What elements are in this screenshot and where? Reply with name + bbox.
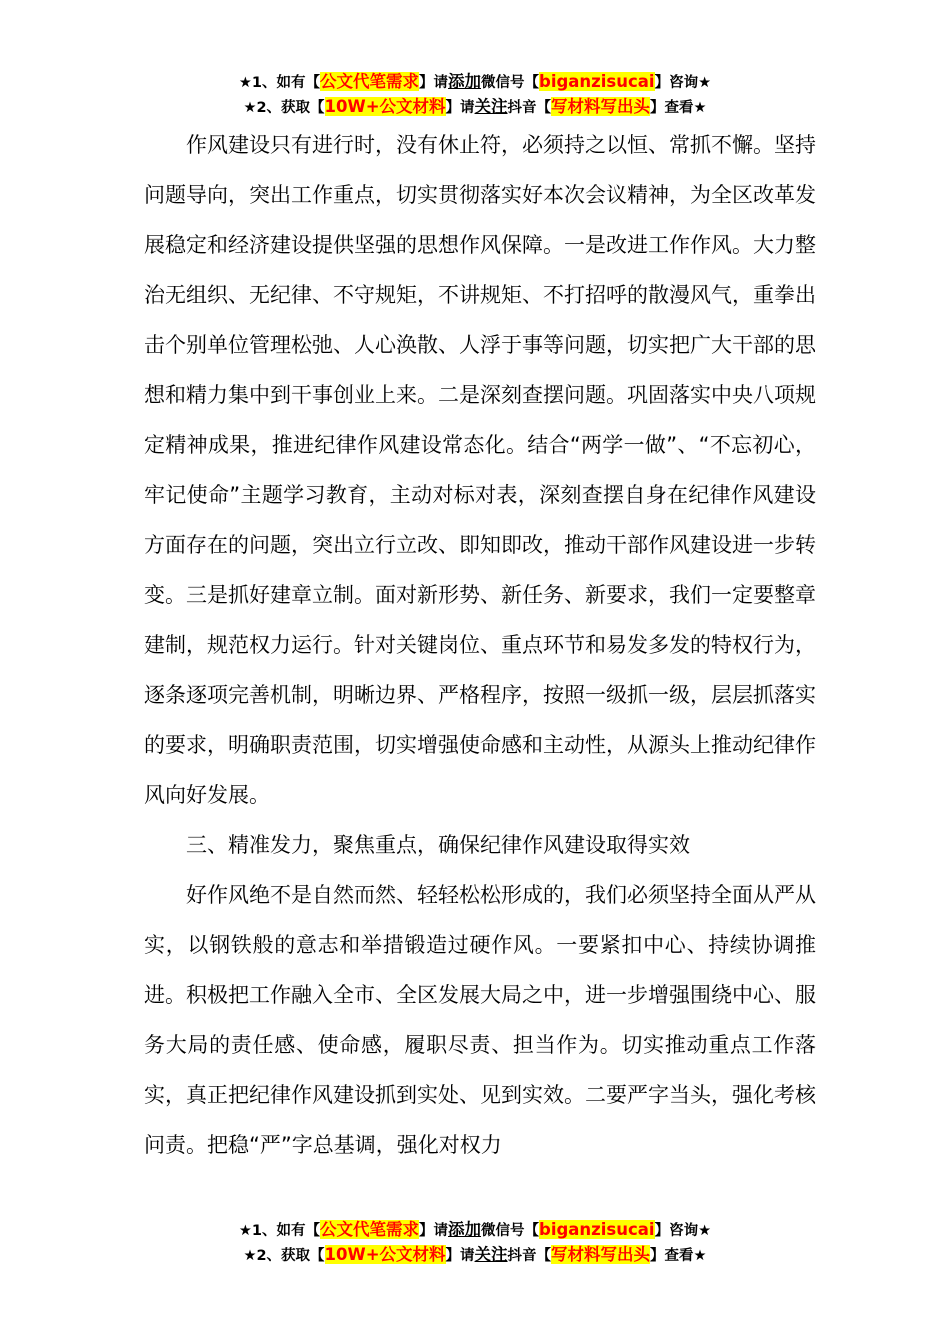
banner-line-1 [0, 1218, 950, 1243]
banner-text: ★1、如有【 [238, 75, 321, 91]
banner-highlight: biganzisucai [539, 1220, 655, 1239]
banner-highlight: 10W+公文材料 [324, 1245, 446, 1264]
banner-line-2 [0, 95, 950, 120]
banner-text: 】咨询★ [654, 75, 712, 91]
banner-text: 】查看★ [650, 1248, 707, 1264]
banner-text: 抖音【 [507, 1248, 552, 1264]
banner-text: ★2、获取【 [243, 100, 325, 116]
banner-highlight: 公文代笔需求 [320, 72, 420, 91]
banner-underline: 添加 [448, 1220, 482, 1239]
banner-line-2 [0, 1243, 950, 1268]
banner-text: ★1、如有【 [238, 1223, 321, 1239]
banner-highlight: biganzisucai [539, 72, 655, 91]
document-body [144, 120, 816, 1170]
banner-text: 】请 [419, 75, 449, 91]
banner-text: 微信号【 [481, 75, 540, 91]
banner-underline: 关注 [474, 97, 508, 116]
banner-text: 微信号【 [481, 1223, 540, 1239]
banner-text: 】查看★ [650, 100, 707, 116]
banner-text: 抖音【 [507, 100, 552, 116]
paragraph: 作风建设只有进行时，没有休止符，必须持之以恒、常抓不懈。坚持问题导向，突出工作重点，切实贯彻落实好本次会议精神，为全区改革发展稳定和经济建设提供坚强的思想作风保障。一是改进工作作风。大力整治无组织、无纪律、不守规矩，不讲规矩、不打招呼的散漫风气，重拳出击个别单位管理松弛、人心涣散、人浮于事等问题，切实把广大干部的思想和精力集中到干事创业上来。二是深刻查摆问题。巩固落实中央八项规定精神成果，推进纪律作风建设常态化。结合“两学一做”、“不忘初心，牢记使命”主题学习教育，主动对标对表，深刻查摆自身在纪律作风建设方面存在的问题，突出立行立改、即知即改，推动干部作风建设进一步转变。三是抓好建章立制。面对新形势、新任务、新要求，我们一定要整章建制，规范权力运行。针对关键岗位、重点环节和易发多发的特权行为，逐条逐项完善机制，明晰边界、严格程序，按照一级抓一级，层层抓落实的要求，明确职责范围，切实增强使命感和主动性，从源头上推动纪律作风向好发展。 [144, 133, 816, 807]
banner-text: 】请 [445, 100, 475, 116]
banner-text: 】咨询★ [654, 1223, 712, 1239]
banner-highlight: 写材料写出头 [551, 1245, 651, 1264]
banner-text: ★2、获取【 [243, 1248, 325, 1264]
banner-highlight: 写材料写出头 [551, 97, 651, 116]
banner-line-1 [0, 70, 950, 95]
header-banner [0, 70, 950, 120]
banner-text: 】请 [419, 1223, 449, 1239]
banner-highlight: 公文代笔需求 [320, 1220, 420, 1239]
banner-underline: 关注 [474, 1245, 508, 1264]
banner-highlight: 10W+公文材料 [324, 97, 446, 116]
section-heading: 三、精准发力，聚焦重点，确保纪律作风建设取得实效 [186, 833, 690, 857]
footer-banner [0, 1218, 950, 1268]
banner-underline: 添加 [448, 72, 482, 91]
paragraph: 好作风绝不是自然而然、轻轻松松形成的，我们必须坚持全面从严从实，以钢铁般的意志和举措锻造过硬作风。一要紧扣中心、持续协调推进。积极把工作融入全市、全区发展大局之中，进一步增强围绕中心、服务大局的责任感、使命感，履职尽责、担当作为。切实推动重点工作落实，真正把纪律作风建设抓到实处、见到实效。二要严字当头，强化考核问责。把稳“严”字总基调，强化对权力 [144, 883, 816, 1157]
banner-text: 】请 [445, 1248, 475, 1264]
